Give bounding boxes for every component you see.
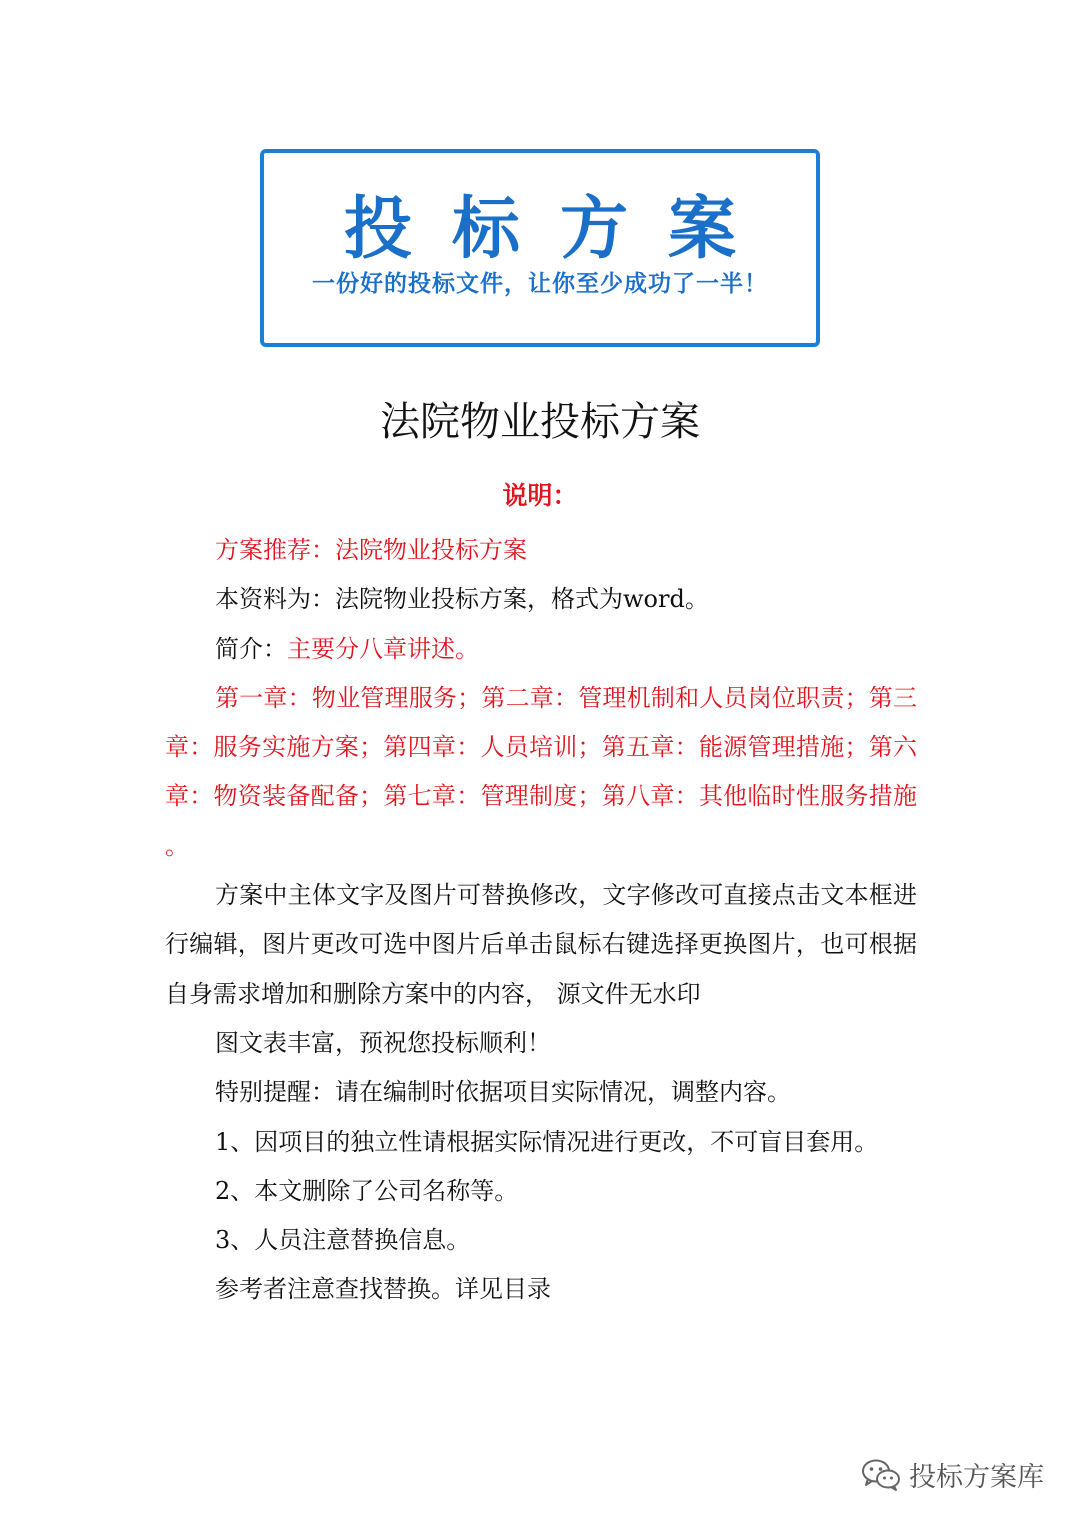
reminder-item-3: 3、人员注意替换信息。 (215, 1226, 471, 1255)
wechat-icon (861, 1458, 901, 1492)
reminder-item-2: 2、本文删除了公司名称等。 (215, 1176, 519, 1205)
chapters-paragraph: 第一章：物业管理服务；第二章：管理机制和人员岗位职责；第三章：服务实施方案；第四章：人员培训；第五章：能源管理措施；第六章：物资装备配备；第七章：管理制度；第八章：其他临时性服务措施 。 (165, 683, 917, 860)
document-body (165, 526, 917, 1315)
edit-note-paragraph: 方案中主体文字及图片可替换修改，文字修改可直接点击文本框进行编辑，图片更改可选中图片后单击鼠标右键选择更换图片，也可根据自身需求增加和删除方案中的内容， 源文件无水印 (165, 881, 917, 1008)
format-line: 本资料为：法院物业投标方案，格式为word。 (215, 585, 709, 614)
reference-line: 参考者注意查找替换。详见目录 (215, 1275, 551, 1304)
wish-line: 图文表丰富，预祝您投标顺利！ (215, 1028, 551, 1057)
reminder-line: 特别提醒：请在编制时依据项目实际情况，调整内容。 (215, 1078, 791, 1107)
watermark (861, 1455, 1044, 1494)
intro-label: 简介： (215, 634, 287, 663)
reminder-item-1: 1、因项目的独立性请根据实际情况进行更改，不可盲目套用。 (215, 1127, 879, 1156)
recommend-line: 方案推荐：法院物业投标方案 (215, 536, 527, 564)
intro-value: 主要分八章讲述。 (287, 634, 479, 663)
watermark-text: 投标方案库 (909, 1462, 1044, 1493)
note-heading: 说明： (502, 481, 578, 510)
banner-title: 投标方案 (343, 190, 776, 269)
intro-line (165, 625, 917, 674)
banner-subtitle: 一份好的投标文件，让你至少成功了一半！ (312, 271, 768, 297)
title-banner (260, 149, 820, 347)
document-title: 法院物业投标方案 (380, 399, 700, 445)
